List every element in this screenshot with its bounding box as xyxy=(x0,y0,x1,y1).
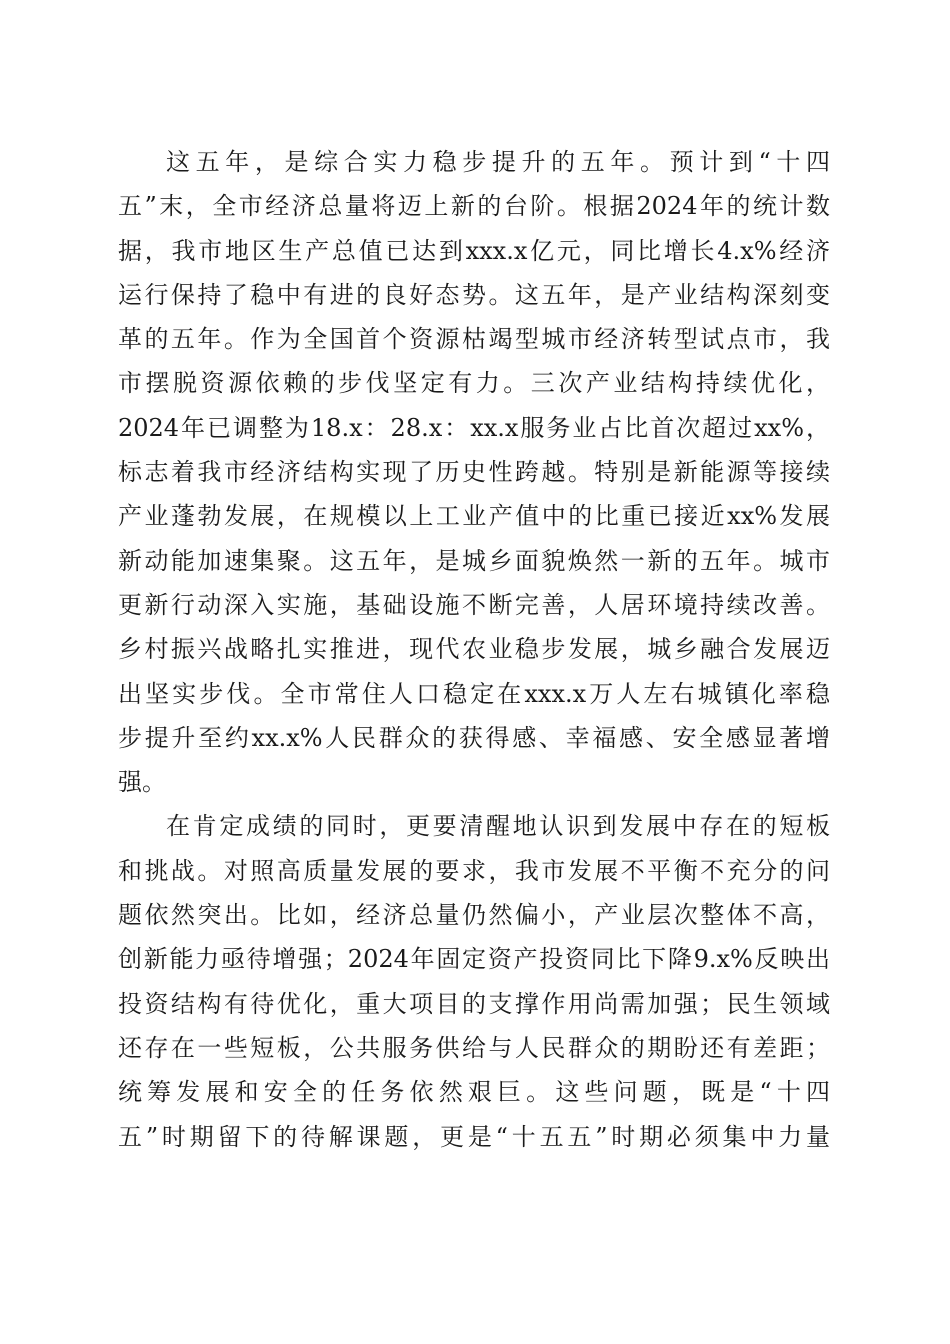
text-line: 市摆脱资源依赖的步伐坚定有力。三次产业结构持续优化， xyxy=(118,369,830,398)
text-line: 题依然突出。比如，经济总量仍然偏小，产业层次整体不高， xyxy=(118,901,830,930)
text-line: 统筹发展和安全的任务依然艰巨。这些问题，既是“十四 xyxy=(118,1078,830,1107)
text-line: 创新能力亟待增强；2024年固定资产投资同比下降9.x%反映出 xyxy=(118,945,830,974)
text-line: 乡村振兴战略扎实推进，现代农业稳步发展，城乡融合发展迈 xyxy=(118,635,830,664)
text-line: 产业蓬勃发展，在规模以上工业产值中的比重已接近xx%发展 xyxy=(118,502,830,531)
text-line: 五”末，全市经济总量将迈上新的台阶。根据2024年的统计数 xyxy=(118,192,830,221)
text-line: 更新行动深入实施，基础设施不断完善，人居环境持续改善。 xyxy=(118,590,830,619)
text-line: 这五年，是综合实力稳步提升的五年。预计到“十四 xyxy=(166,148,830,176)
text-line: 步提升至约xx.x%人民群众的获得感、幸福感、安全感显著增 xyxy=(118,723,830,752)
text-line: 革的五年。作为全国首个资源枯竭型城市经济转型试点市，我 xyxy=(118,325,830,354)
text-line: 标志着我市经济结构实现了历史性跨越。特别是新能源等接续 xyxy=(118,458,830,487)
body-text xyxy=(118,140,830,1159)
text-line: 投资结构有待优化，重大项目的支撑作用尚需加强；民生领域 xyxy=(118,989,830,1018)
text-line: 和挑战。对照高质量发展的要求，我市发展不平衡不充分的问 xyxy=(118,856,830,885)
text-line: 在肯定成绩的同时，更要清醒地认识到发展中存在的短板 xyxy=(166,812,830,841)
text-line: 还存在一些短板，公共服务供给与人民群众的期盼还有差距； xyxy=(118,1033,830,1062)
text-line: 新动能加速集聚。这五年，是城乡面貌焕然一新的五年。城市 xyxy=(118,546,830,575)
paragraph-achievements xyxy=(118,140,830,804)
text-line: 强。 xyxy=(118,768,166,797)
text-line: 2024年已调整为18.x：28.x：xx.x服务业占比首次超过xx%， xyxy=(118,413,830,442)
text-line: 五”时期留下的待解课题，更是“十五五”时期必须集中力量 xyxy=(118,1122,830,1151)
text-line: 出坚实步伐。全市常住人口稳定在xxx.x万人左右城镇化率稳 xyxy=(118,679,830,708)
paragraph-challenges xyxy=(118,804,830,1158)
text-line: 运行保持了稳中有进的良好态势。这五年，是产业结构深刻变 xyxy=(118,280,830,309)
text-line: 据，我市地区生产总值已达到xxx.x亿元，同比增长4.x%经济 xyxy=(118,236,830,265)
